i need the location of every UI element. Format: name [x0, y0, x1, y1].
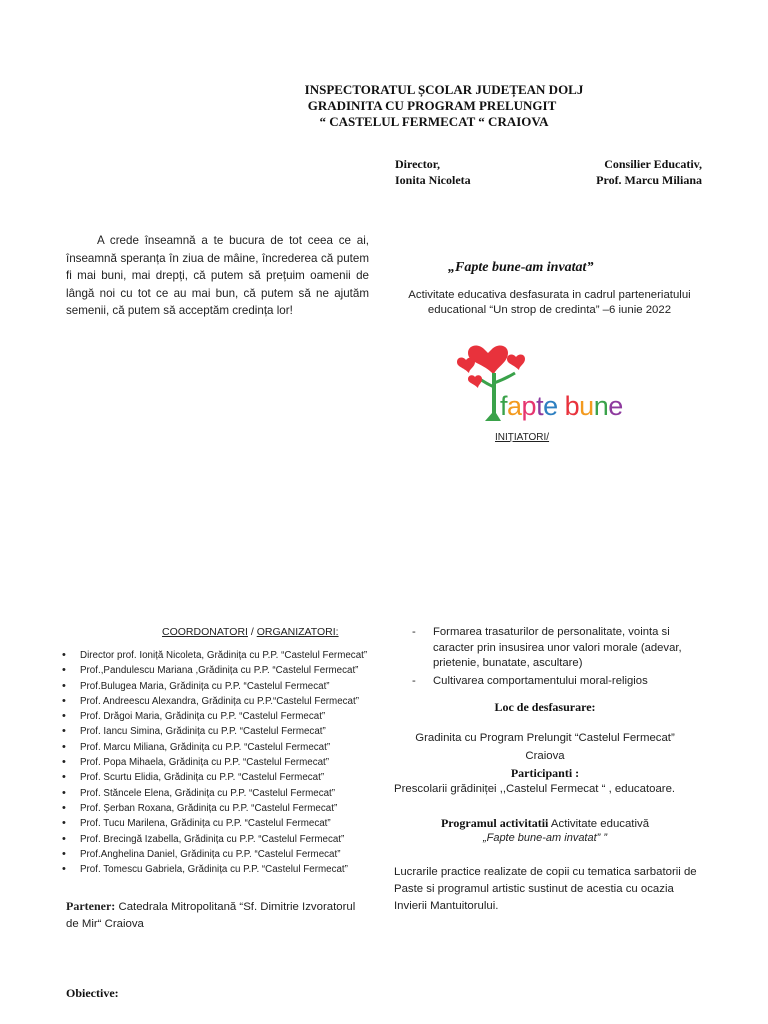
director-title: Director, [395, 157, 440, 171]
initiators-label: INIȚIATORI/ [495, 432, 550, 443]
program-label: Programul activitatii [440, 816, 549, 830]
list-item: • Prof. Marcu Miliana, Grădinița cu P.P. “Castelul Fermecat” [62, 740, 382, 755]
faith-quote: A crede înseamnă a te bucura de tot ceea ce ai, înseamnă speranța în ziua de mâine, încrederea că putem fi mai buni, mai drepți, că putem să prețuim oamenii de lângă noi cu tot ce au mai bun, că putem să ne ajutăm semenii, că putem să acceptăm credința lor! [66, 234, 369, 318]
logo-text: fapte bune [500, 391, 623, 421]
counselor-name: Prof. Marcu Miliana [596, 173, 702, 187]
participants-text: Prescolarii grădiniței ,,Castelul Fermecat “ , educatoare. [394, 783, 676, 795]
list-item: • Prof. Andreescu Alexandra, Grădinița cu P.P.“Castelul Fermecat” [62, 694, 382, 709]
program-label-suffix: Activitate educativă [548, 818, 650, 830]
kindergarten-name: “ CASTELUL FERMECAT “ CRAIOVA [319, 114, 549, 129]
list-item: • Prof. Șerban Roxana, Grădinița cu P.P. “Castelul Fermecat” [62, 801, 382, 816]
coordinators-label: COORDONATORI [162, 626, 248, 638]
counselor-title: Consilier Educativ, [604, 157, 702, 171]
coordinators-heading [162, 626, 339, 638]
list-item: • Prof. Stăncele Elena, Grădinița cu P.P. “Castelul Fermecat” [62, 786, 382, 801]
partner-label: Partener: [66, 899, 116, 913]
objectives-label: Obiective: [66, 986, 119, 1000]
fapte-bune-logo [455, 343, 640, 433]
list-item: • Director prof. Ioniță Nicoleta, Grădinița cu P.P. “Castelul Fermecat” [62, 648, 382, 663]
activity-title: „Fapte bune-am invatat” [448, 260, 594, 275]
program-text: Lucrarile practice realizate de copii cu tematica sarbatorii de Paste si programul artistic sustinut de acestia cu ocazia Invierii Mantuitorului. [394, 866, 697, 912]
location-line2: Craiova [525, 750, 565, 762]
list-item: • Prof. Tucu Marilena, Grădinița cu P.P. “Castelul Fermecat” [62, 816, 382, 831]
director-name: Ionita Nicoleta [395, 173, 471, 187]
heading-separator: / [247, 626, 257, 638]
location-label: Loc de desfasurare: [494, 700, 596, 714]
list-item: - Cultivarea comportamentului moral-religios [410, 674, 710, 690]
list-item: • Prof.Anghelina Daniel, Grădinița cu P.P. “Castelul Fermecat” [62, 847, 382, 862]
program-heading [380, 816, 710, 831]
program-subtitle: „Fapte bune-am invatat” ” [482, 832, 608, 844]
list-item: • Prof. Popa Mihaela, Grădinița cu P.P. “Castelul Fermecat” [62, 755, 382, 770]
location-line1: Gradinita cu Program Prelungit “Castelul Fermecat” [415, 732, 675, 744]
list-item: • Prof.Bulugea Maria, Grădinița cu P.P. “Castelul Fermecat” [62, 679, 382, 694]
partner-paragraph [66, 898, 371, 933]
list-item: - Formarea trasaturilor de personalitate, vointa si caracter prin insusirea unor valori morale (adevar, prietenie, bunatate, ascultare) [410, 625, 710, 672]
list-item: • Prof. Brecingă Izabella, Grădinița cu P.P. “Castelul Fermecat” [62, 832, 382, 847]
list-item: • Prof.,Pandulescu Mariana ,Grădinița cu P.P. “Castelul Fermecat” [62, 663, 382, 678]
list-item: • Prof. Iancu Simina, Grădinița cu P.P. “Castelul Fermecat” [62, 724, 382, 739]
kindergarten-title: GRADINITA CU PROGRAM PRELUNGIT [307, 98, 557, 113]
organizers-label: ORGANIZATORI: [256, 626, 339, 638]
list-item: • Prof. Tomescu Gabriela, Grădinița cu P.P. “Castelul Fermecat” [62, 862, 382, 877]
participants-label: Participanti : [510, 766, 580, 780]
school-inspectorate-title: INSPECTORATUL ȘCOLAR JUDEȚEAN DOLJ [304, 82, 584, 97]
objectives-list [410, 625, 710, 691]
coordinators-list [62, 648, 382, 877]
activity-description: Activitate educativa desfasurata in cadrul parteneriatului educational “Un strop de credinta” –6 iunie 2022 [408, 289, 691, 316]
list-item: • Prof. Drăgoi Maria, Grădinița cu P.P. “Castelul Fermecat” [62, 709, 382, 724]
partner-text: Catedrala Mitropolitană “Sf. Dimitrie Izvoratorul de Mir“ Craiova [66, 901, 356, 930]
list-item: • Prof. Scurtu Elidia, Grădinița cu P.P. “Castelul Fermecat” [62, 770, 382, 785]
